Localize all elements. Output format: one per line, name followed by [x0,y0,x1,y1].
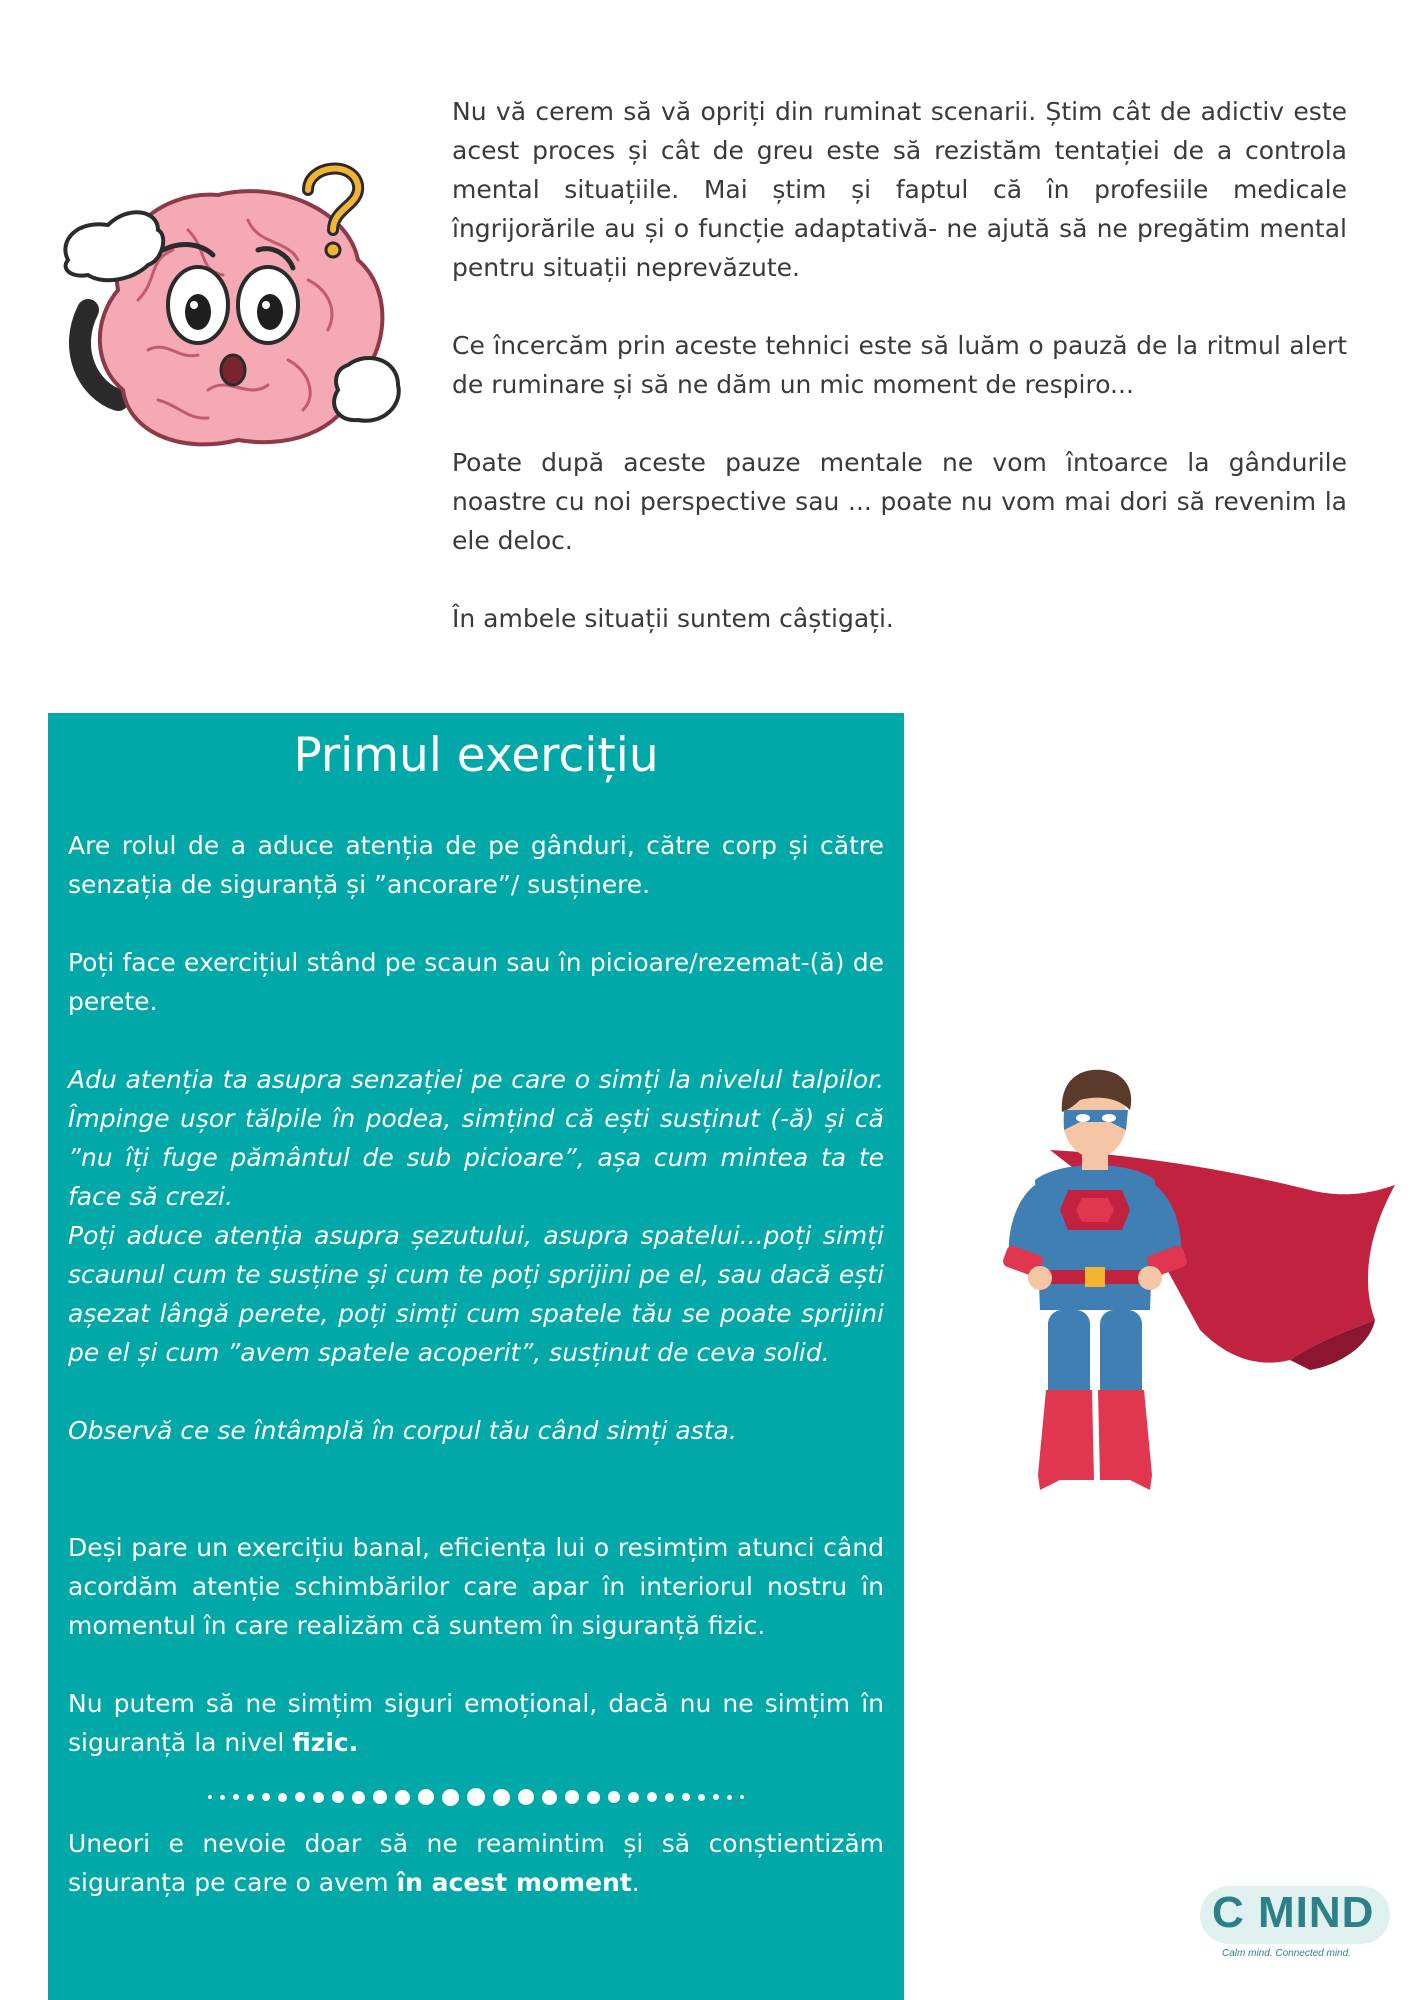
divider-dot [313,1792,324,1803]
divider-dot [493,1789,510,1806]
divider-dot [332,1791,344,1803]
exercise-paragraph-6: Deși pare un exercițiu banal, eficiența lui o resimțim atunci când acordăm atenție schimbărilor care apar în interiorul nostru în momentul în care realizăm că suntem în siguranță fizic. [68,1533,884,1640]
divider-dot [467,1788,485,1806]
divider-dot [587,1791,600,1804]
divider-dot [373,1790,387,1804]
divider-dot [442,1789,459,1806]
confused-brain-icon [48,150,418,460]
divider-dot [395,1790,410,1805]
exercise-paragraph-1: Are rolul de a aduce atenția de pe gânduri, către corp și către senzația de siguranță și ”ancorare”/ susținere. [68,831,884,899]
exercise-paragraph-2: Poți face exercițiul stând pe scaun sau în picioare/rezemat-(ă) de perete. [68,948,884,1016]
divider-dot [740,1795,744,1799]
exercise-paragraph-5: Observă ce se întâmplă în corpul tău când simți asta. [68,1416,737,1445]
divider-dot [713,1794,719,1800]
intro-text [452,92,1347,638]
logo-tagline: Calm mind. Connected mind. [1222,1948,1351,1959]
intro-paragraph-2: Ce încercăm prin aceste tehnici este să luăm o pauză de la ritmul alert de ruminare și să ne dăm un mic moment de respiro... [452,331,1347,399]
intro-paragraph-1: Nu vă cerem să vă opriți din ruminat scenarii. Știm cât de adictiv este acest proces și cât de greu este să rezistăm tentației de a controla mental situațiile. Mai știm și faptul că în profesiile medicale îngrijorările au și o funcție adaptativă- ne ajută să ne pregătim mental pentru situații neprevăzute. [452,97,1347,282]
divider-dot [628,1792,639,1803]
exercise-paragraph-4: Poți aduce atenția asupra șezutului, asupra spatelui...poți simți scaunul cum te susține și cum te poți sprijini pe el, sau dacă ești așezat lângă perete, poți simți cum spatele tău se poate sprijini pe el și cum ”avem spatele acoperit”, susținut de ceva solid. [68,1221,884,1367]
divider-dot [608,1791,620,1803]
divider-dot [665,1793,674,1802]
exercise-paragraph-7: Nu putem să ne simțim siguri emoțional, dacă nu ne simțim în siguranță la nivel fizic. [68,1689,884,1757]
intro-paragraph-4: În ambele situații suntem câștigați. [452,604,894,633]
divider-dot [698,1794,705,1801]
divider-dot [208,1795,212,1799]
divider-dot [220,1795,225,1800]
exercise-title: Primul exercițiu [293,728,659,783]
divider-dot [647,1792,657,1802]
divider-dot [278,1793,287,1802]
exercise-panel [48,713,904,2000]
divider-dot [262,1793,270,1801]
divider-dot [418,1789,434,1805]
divider-dot [565,1790,579,1804]
logo-mark: C MIND [1212,1888,1375,1937]
exercise-paragraph-3: Adu atenția ta asupra senzației pe care o simți la nivelul talpilor. Împinge ușor tălpile în podea, simțind că ești susținut (-ă) și că ”nu îți fuge pământul de sub picioare”, așa cum mintea ta te face să crezi. [68,1065,884,1211]
exercise-paragraph-8: Uneori e nevoie doar să ne reamintim și să conștientizăm siguranța pe care o avem în acest moment. [68,1829,884,1897]
dot-divider [68,1788,884,1806]
divider-dot [247,1794,254,1801]
divider-dot [727,1795,732,1800]
intro-paragraph-3: Poate după aceste pauze mentale ne vom întoarce la gândurile noastre cu noi perspective sau ... poate nu vom mai dori să revenim la ele deloc. [452,448,1347,555]
cmind-logo [1200,1886,1400,1966]
divider-dot [295,1792,305,1802]
divider-dot [352,1791,365,1804]
divider-dot [518,1789,534,1805]
divider-dot [233,1794,239,1800]
divider-dot [682,1793,690,1801]
superhero-icon [990,1060,1395,1520]
divider-dot [542,1790,557,1805]
